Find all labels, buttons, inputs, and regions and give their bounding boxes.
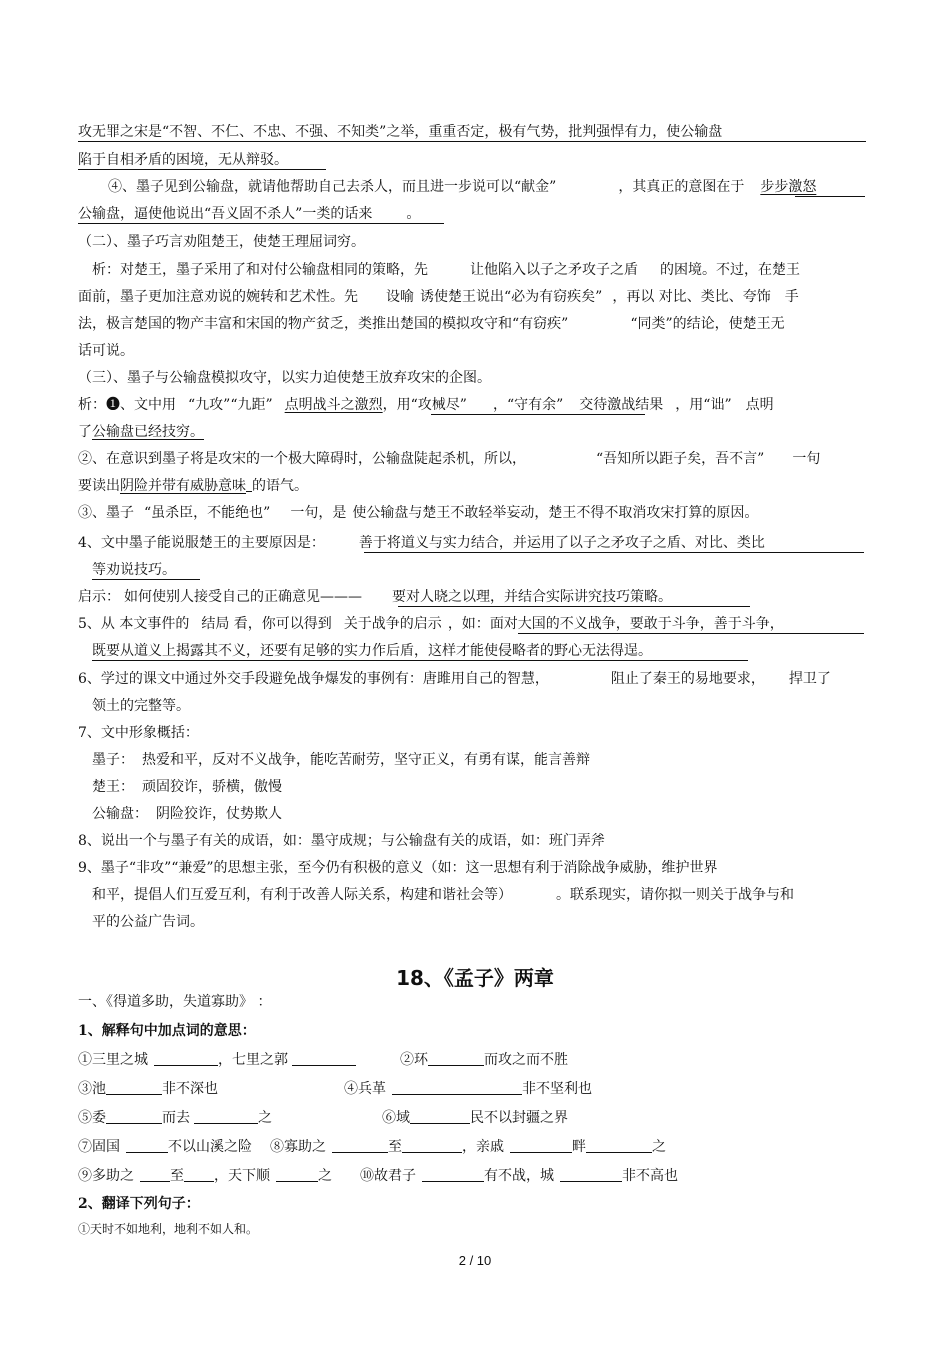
blank-field[interactable] — [292, 1051, 356, 1066]
blank-field[interactable] — [332, 1138, 388, 1153]
text-line: 既要从道义上揭露其不义，还要有足够的实力作后盾，这样才能使侵略者的野心无法得逞。 — [92, 643, 652, 659]
text-line: 9、墨子“非攻”“兼爱”的思想主张，至今仍有积极的意义（如：这一思想有利于消除战争威胁，维护世界 — [78, 860, 718, 876]
text-line: 话可说。 — [78, 343, 134, 359]
text-line: 6、学过的课文中通过外交手段避免战争爆发的事例有：唐雎用自己的智慧， 阻止了秦王的易地要求， 捍卫了 — [78, 671, 831, 687]
text-line: 面前，墨子更加注意劝说的婉转和艺术性。先 设喻 诱使楚王说出“必为有窃疾矣” ，再以 对比、类比、夸饰 手 — [78, 289, 799, 305]
text-line: 析：对楚王，墨子采用了和对付公输盘相同的策略，先 让他陷入以子之矛攻子之盾 的困境。不过，在楚王 — [92, 262, 800, 278]
answer-underline — [364, 552, 864, 553]
blank-field[interactable] — [428, 1051, 484, 1066]
text-line: 公输盘： 阴险狡诈，仗势欺人 — [92, 806, 282, 822]
text-line: 启示： 如何使别人接受自己的正确意见——— 要对人晓之以理，并结合实际讲究技巧策略。 — [78, 589, 672, 605]
answer-underline — [78, 169, 326, 170]
blank-field[interactable] — [154, 1051, 218, 1066]
text-line: 平的公益广告词。 — [92, 914, 204, 930]
text-line: 4、文中墨子能说服楚王的主要原因是： 善于将道义与实力结合，并运用了以子之矛攻子之盾、对比、类比 — [78, 535, 765, 551]
exercise-row: ⑨多助之 至 ，天下顺 之 ⑩故君子 有不战，城 非不高也 — [78, 1168, 678, 1184]
answer-underline — [92, 579, 200, 580]
blank-field[interactable] — [560, 1167, 622, 1182]
question-heading: 2、翻译下列句子： — [78, 1196, 200, 1212]
exercise-row: ①三里之城 ，七里之郭 ②环 而攻之而不胜 — [78, 1052, 568, 1068]
section-heading: （二）、墨子巧言劝阻楚王，使楚王理屈词穷。 — [78, 234, 365, 250]
blank-field[interactable] — [184, 1167, 214, 1182]
answer-underline — [518, 633, 864, 634]
answer-underline — [795, 196, 865, 197]
text-line: 和平，提倡人们互爱互利，有利于改善人际关系，构建和谐社会等） 。联系现实，请你拟一则关于战争与和 — [92, 887, 794, 903]
text-line: 墨子： 热爱和平，反对不义战争，能吃苦耐劳，坚守正义，有勇有谋，能言善辩 — [92, 752, 590, 768]
text-line: 了公输盘已经技穷。 — [78, 424, 204, 440]
blank-field[interactable] — [402, 1138, 462, 1153]
text-line: ④、墨子见到公输盘，就请他帮助自己去杀人，而且进一步说可以“献金” ，其真正的意图在于 步步激怒 — [108, 179, 817, 195]
answer-underline — [398, 606, 750, 607]
question-heading: 1、解释句中加点词的意思： — [78, 1023, 256, 1039]
section-heading: （三）、墨子与公输盘模拟攻守，以实力迫使楚王放弃攻宋的企图。 — [78, 370, 491, 386]
section-heading: 一、《得道多助，失道寡助》 ： — [78, 994, 272, 1010]
answer-underline — [92, 660, 748, 661]
blank-field[interactable] — [276, 1167, 318, 1182]
text-line: 8、说出一个与墨子有关的成语，如：墨守成规；与公输盘有关的成语，如：班门弄斧 — [78, 833, 605, 849]
exercise-row: ⑤委 而去 之 ⑥域 民不以封疆之界 — [78, 1110, 568, 1126]
answer-underline — [431, 414, 645, 415]
text-line: ①天时不如地利，地利不如人和。 — [78, 1222, 259, 1236]
chapter-title: 18、《孟子》两章 — [396, 966, 554, 990]
text-line: 5、从 本文事件的 结局 看，你可以得到 关于战争的启示 ，如：面对大国的不义战争，要敢于斗争，善于斗争， — [78, 616, 784, 632]
text-line: 析：❶、文中用 “九攻”“九距” 点明战斗之激烈，用“攻械尽” ，“守有余” 交待激战结果 ，用“诎” 点明 — [78, 397, 774, 413]
text-line: 等劝说技巧。 — [92, 562, 176, 578]
text-line: 楚王： 顽固狡诈，骄横，傲慢 — [92, 779, 282, 795]
blank-field[interactable] — [510, 1138, 572, 1153]
blank-field[interactable] — [140, 1167, 170, 1182]
text-line: 陷于自相矛盾的困境，无从辩驳。 — [78, 152, 288, 168]
answer-underline — [78, 141, 866, 142]
page-number: 2 / 10 — [458, 1253, 492, 1268]
text-line: ③、墨子 “虽杀臣，不能绝也” 一句，是 使公输盘与楚王不敢轻举妄动，楚王不得不取消攻宋打算的原因。 — [78, 505, 759, 521]
text-line: 要读出阴险并带有威胁意味 的语气。 — [78, 478, 308, 494]
blank-field[interactable] — [106, 1080, 162, 1095]
blank-field[interactable] — [126, 1138, 168, 1153]
answer-underline — [78, 223, 444, 224]
exercise-row: ⑦固国 不以山溪之险 ⑧寡助之 至 ，亲戚 畔 之 — [78, 1139, 666, 1155]
blank-field[interactable] — [194, 1109, 258, 1124]
text-line: 公输盘，逼使他说出“吾义固不杀人”一类的话来 。 — [78, 206, 421, 222]
blank-field[interactable] — [586, 1138, 652, 1153]
blank-field[interactable] — [392, 1080, 522, 1095]
text-line: 法，极言楚国的物产丰富和宋国的物产贫乏，类推出楚国的模拟攻守和“有窃疾” “同类”的结论，使楚王无 — [78, 316, 785, 332]
blank-field[interactable] — [410, 1109, 470, 1124]
blank-field[interactable] — [106, 1109, 162, 1124]
text-line: ②、在意识到墨子将是攻宋的一个极大障碍时，公输盘陡起杀机，所以， “吾知所以距子矣，吾不言” 一句 — [78, 451, 821, 467]
exercise-row: ③池 非不深也 ④兵革 非不坚利也 — [78, 1081, 592, 1097]
blank-field[interactable] — [422, 1167, 484, 1182]
text-line: 攻无罪之宋是“不智、不仁、不忠、不强、不知类”之举，重重否定，极有气势，批判强悍有力，使公输盘 — [78, 124, 723, 140]
text-line: 7、文中形象概括： — [78, 725, 199, 741]
text-line: 领土的完整等。 — [92, 698, 190, 714]
